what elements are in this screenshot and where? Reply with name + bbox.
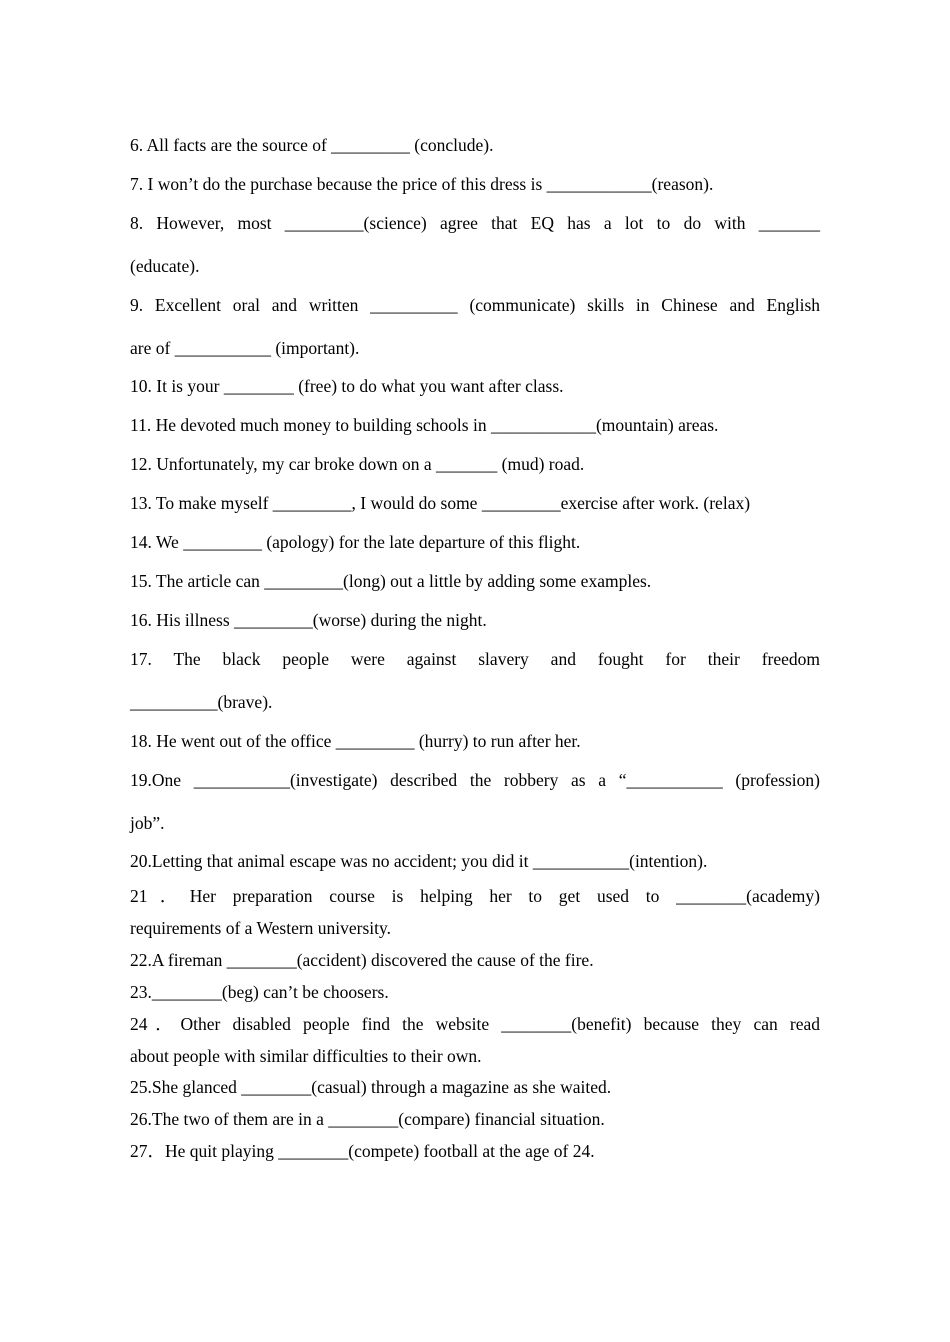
exercise-21: 21．Her preparation course is helping her to get used to ________(academy) [130,886,820,906]
exercise-15: 15. The article can _________(long) out a little by adding some examples. [130,571,652,591]
exercise-9: 9. Excellent oral and written __________ (communicate) skills in Chinese and English [130,295,820,315]
exercise-8-continuation: (educate). [130,256,200,276]
exercise-13: 13. To make myself _________, I would do some _________exercise after work. (relax) [130,493,751,513]
exercise-19-continuation: job”. [130,813,165,833]
exercise-7: 7. I won’t do the purchase because the price of this dress is ____________(reason). [130,174,714,194]
exercise-17: 17. The black people were against slavery and fought for their freedom [130,649,820,669]
exercise-19: 19.One ___________(investigate) described the robbery as a “___________ (profession) [130,770,820,790]
exercise-17-continuation: __________(brave). [130,692,273,712]
exercise-23: 23.________(beg) can’t be choosers. [130,982,389,1002]
exercise-27: 27．He quit playing ________(compete) football at the age of 24. [130,1141,595,1161]
exercise-8: 8. However, most _________(science) agree that EQ has a lot to do with _______ [130,213,820,233]
exercise-21-continuation: requirements of a Western university. [130,918,392,938]
exercise-25: 25.She glanced ________(casual) through a magazine as she waited. [130,1077,612,1097]
exercise-9-continuation: are of ___________ (important). [130,338,360,358]
exercise-22: 22.A fireman ________(accident) discovered the cause of the fire. [130,950,594,970]
exercise-6: 6. All facts are the source of _________ (conclude). [130,135,494,155]
exercise-20: 20.Letting that animal escape was no accident; you did it ___________(intention). [130,851,708,871]
exercise-18: 18. He went out of the office _________ (hurry) to run after her. [130,731,581,751]
exercise-10: 10. It is your ________ (free) to do what you want after class. [130,376,564,396]
exercise-26: 26.The two of them are in a ________(compare) financial situation. [130,1109,605,1129]
exercise-24-continuation: about people with similar difficulties to their own. [130,1046,482,1066]
exercise-16: 16. His illness _________(worse) during the night. [130,610,487,630]
exercise-11: 11. He devoted much money to building schools in ____________(mountain) areas. [130,415,719,435]
exercise-12: 12. Unfortunately, my car broke down on a _______ (mud) road. [130,454,585,474]
exercise-24: 24．Other disabled people find the website ________(benefit) because they can read [130,1014,820,1034]
exercise-14: 14. We _________ (apology) for the late departure of this flight. [130,532,581,552]
